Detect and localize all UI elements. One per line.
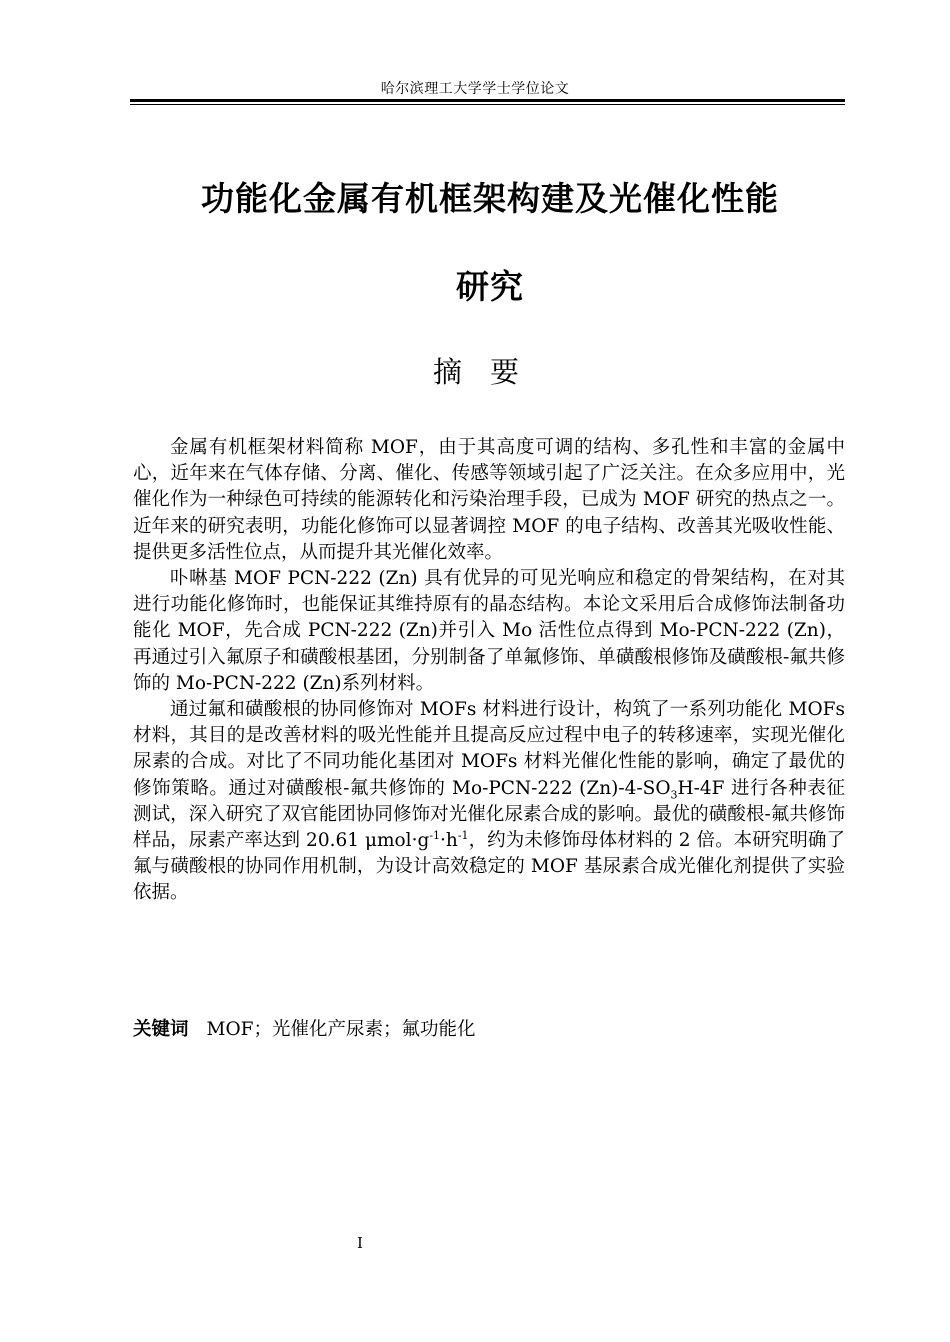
abstract-paragraph-2: 卟啉基 MOF PCN-222 (Zn) 具有优异的可见光响应和稳定的骨架结构，在对其进行功能化修饰时，也能保证其维持原有的晶态结构。本论文采用后合成修饰法制备功能化 MOF，先合成 PCN-222 (Zn)并引入 Mo 活性位点得到 Mo-PCN-222 (Zn)，再通过引入氟原子和磺酸根基团，分别制备了单氟修饰、单磺酸根修饰及磺酸根-氟共修饰的 Mo-PCN-222 (Zn)系列材料。 [133,568,845,694]
p3-superscript-2: -1 [457,828,469,842]
abstract-paragraph-1: 金属有机框架材料简称 MOF，由于其高度可调的结构、多孔性和丰富的金属中心，近年来在气体存储、分离、催化、传感等领域引起了广泛关注。在众多应用中，光催化作为一种绿色可持续的能源转化和污染治理手段，已成为 MOF 研究的热点之一。近年来的研究表明，功能化修饰可以显著调控 MOF 的电子结构、改善其光吸收性能、提供更多活性位点，从而提升其光催化效率。 [133,437,845,563]
keywords-label: 关键词 [133,1019,189,1040]
p3-text-c: ·h [440,830,458,852]
abstract-heading: 摘要 [432,355,547,389]
page-number: I [357,1234,363,1252]
p3-superscript-1: -1 [429,828,441,842]
thesis-title [110,155,870,331]
keywords [133,1017,845,1043]
p3-text-b: H-4F 进行各种表征测试，深入研究了双官能团协同修饰对光催化尿素合成的影响。最优的磺酸根-氟共修饰样品，尿素产率达到 20.61 μmol·g [133,777,845,852]
abstract-paragraph-3 [133,697,845,907]
thesis-title-line1: 功能化金属有机框架构建及光催化性能 [201,179,779,218]
running-header: 哈尔滨理工大学学士学位论文 [380,81,570,97]
p3-text-d: ，约为未修饰母体材料的 2 倍。本研究明确了氟与磺酸根的协同作用机制，为设计高效稳定的 MOF 基尿素合成光催化剂提供了实验依据。 [133,830,845,904]
header-rule-thin [130,104,845,105]
abstract-body [133,435,845,907]
thesis-title-line2: 研究 [456,267,524,306]
keywords-text: MOF；光催化产尿素；氟功能化 [206,1019,476,1040]
p3-text-a: 通过氟和磺酸根的协同修饰对 MOFs 材料进行设计，构筑了一系列功能化 MOFs 材料，其目的是改善材料的吸光性能并且提高反应过程中电子的转移速率，实现光催化尿素的合成。对比了不同功能化基团对 MOFs 材料光催化性能的影响，确定了最优的修饰策略。通过对磺酸根-氟共修饰的 Mo-PCN-222 (Zn)-4-SO [133,699,845,799]
header-rule-thick [130,99,845,102]
p3-subscript-3: 3 [670,788,678,802]
